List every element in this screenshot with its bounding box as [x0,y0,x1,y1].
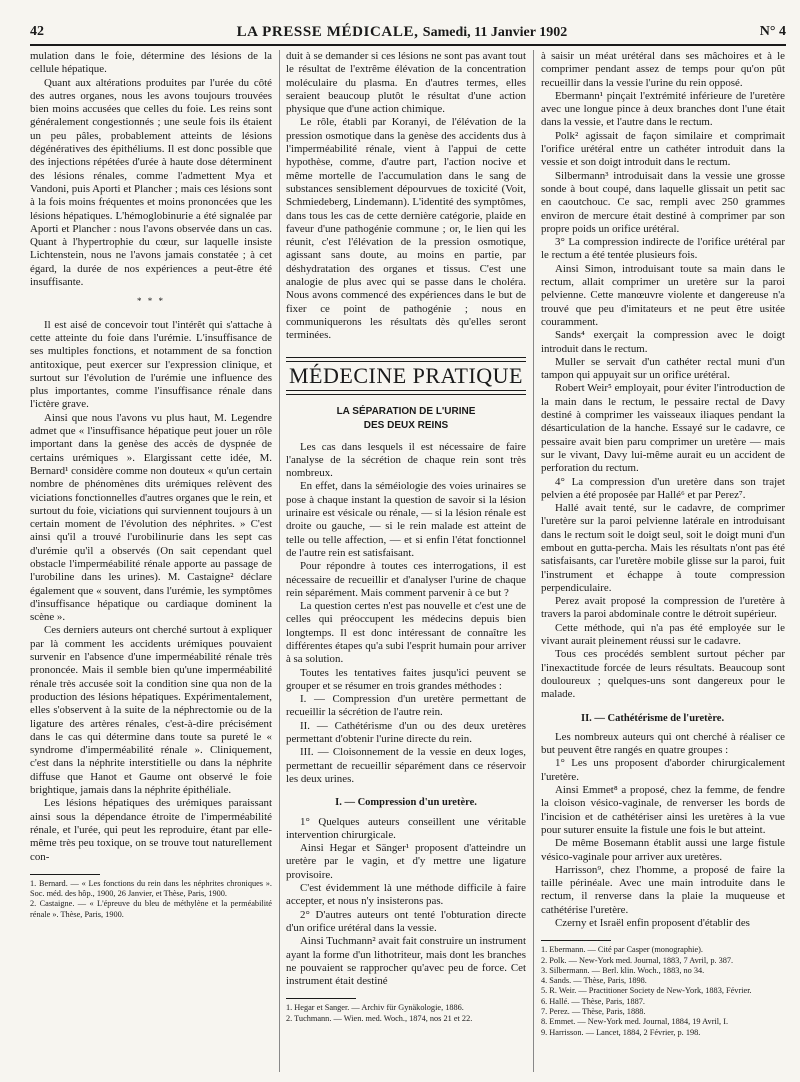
footnote: 1. Bernard. — « Les fonctions du rein dans les néphrites chroniques ». Soc. méd. des hôp., 1900, 26 Janvier, et Thèse, Paris, 1900. [30,878,272,899]
paragraph: Ainsi que nous l'avons vu plus haut, M. Legendre admet que « l'insuffisance hépatique peut jouer un rôle important dans la genèse des accès de dyspnée de certains urémiques ». Elargissant cette idée, M. Bernard¹ considère comme non douteux « qu'un certain nombre de phénomènes dits urémiques relèvent des viciations fonctionnelles d'autres organes que le rein, et surtout du foie, viciations qui surviennent toujours à un certain moment de l'évolution des néphrites. » C'est ainsi qu'il a trouvé l'urobilinurie dans les sept cas d'urémie qu'il a observés (On sait cependant quel obstacle l'imperméabilité rénale apporte au passage de l'urobiline dans les urines). M. Castaigne² déclare également que « souvent, dans l'urémie, les symptômes d'insuffisance hépatique ou cardiaque dominent la scène ». [30,411,272,624]
paragraph: Pour répondre à toutes ces interrogations, il est nécessaire de recueillir et d'analyser l'urine de chaque rein séparément. Mais comment parvenir à ce but ? [286,560,526,599]
footnote: 5. R. Weir. — Practitioner Society de New-York, 1883, Février. [541,986,752,996]
paragraph: Ainsi Emmet⁸ a proposé, chez la femme, de fendre la cloison vésico-vaginale, de renverser les bords de l'incision et de cathétériser ainsi les uretères à la vue pour suturer ensuite la fistule une fois le but atteint. [541,784,785,836]
paragraph: Tous ces procédés semblent surtout pécher par l'inexactitude forcée de leurs résultats. Beaucoup sont douloureux ; quelques-uns sont dangereux pour le malade. [541,648,785,701]
section-separator: * * * [137,296,165,307]
paragraph: 3° La compression indirecte de l'orifice urétéral par le rectum a été tentée plusieurs fois. [541,236,785,262]
paragraph: Toutes les tentatives faites jusqu'ici peuvent se grouper et se résumer en trois grandes méthodes : [286,666,526,692]
paragraph: Silbermann³ introduisait dans la vessie une grosse sonde à bout coupé, dans laquelle glissait un petit sac en caoutchouc. Ce sac, rempli avec 250 grammes environ de mercure était destiné à comprimer par son propre poids un orifice urétéral. [541,169,785,235]
paragraph: Ces derniers auteurs ont cherché surtout à expliquer par là comment les accidents urémiques pouvaient survenir en l'absence d'une imperméabilité rénale très prononcée. Mais il semble bien qu'une imperméabilité rénale très accusée soit la condition sine qua non de la production des lésions hépatiques. Expérimentalement, elles s'observent à la suite de la néphrectomie ou de la ligature des artères rénales, c'est-à-dire précisément dans le cas qui détermine dans toute sa pureté le « syndrome d'imperméabilité rénale ». Cliniquement, c'est dans la néphrite interstitielle ou dans la néphrite diffuse que Hanot et Gaume ont observé le foie brightique, jamais dans la néphrite épithéliale. [30,624,272,797]
footnote: 4. Sands. — Thèse, Paris, 1898. [541,976,647,986]
paragraph: Cette méthode, qui n'a pas été employée sur le vivant aurait pleinement réussi sur le cadavre. [541,621,785,648]
paragraph: En effet, dans la séméiologie des voies urinaires se pose à chaque instant la question de savoir si la lésion urinaire est vésicale ou rénale, — si la lésion rénale est droite ou gauche, — si le rein malade est atteint de telle ou telle affection, — et si enfin l'état fonctionnel de l'autre rein est satisfaisant. [286,480,526,559]
section-heading-box [286,357,526,395]
method-item: I. — Compression d'un uretère permettant de recueillir la sécrétion de l'autre rein. [286,693,526,719]
column-2 [286,50,526,1082]
paragraph: Ebermann¹ pinçait l'extrémité inférieure de l'uretère avec une longue pince à deux branches dont l'une était dans la vessie, et l'autre dans le rectum. [541,89,785,129]
issue-date: Samedi, 11 Janvier 1902 [422,24,568,40]
paragraph: 4° La compression d'un uretère dans son trajet pelvien a été proposée par Hallé⁶ et par Perez⁷. [541,475,785,501]
column-divider [279,50,280,1072]
footnote: 2. Tuchmann. — Wien. med. Woch., 1874, nos 21 et 22. [286,1013,473,1023]
paragraph: Harrisson⁹, chez l'homme, a proposé de faire la taille périnéale. Avec une main introduite dans le rectum, il renverse dans la plaie la muqueuse et cathétérise l'uretère. [541,863,785,916]
paragraph: C'est évidemment là une méthode difficile à faire accepter, et nous n'y insisterons pas. [286,882,526,908]
paragraph: duit à se demander si ces lésions ne sont pas avant tout le résultat de l'extrême élévation de la concentration moléculaire du plasma. En d'autres termes, elles seraient beaucoup plutôt le résultat d'une action physique que d'une action chimique. [286,50,526,116]
paragraph: Perez avait proposé la compression de l'uretère à travers la paroi abdominale contre le détroit supérieur. [541,595,785,621]
column-divider [533,50,534,1072]
footnote: 3. Silbermann. — Berl. klin. Woch., 1883, no 34. [541,965,705,975]
article-title-line: LA SÉPARATION DE L'URINE [336,405,476,417]
paragraph: Ainsi Hegar et Sänger¹ proposent d'atteindre un uretère par le vagin, et d'y mettre une ligature provisoire. [286,842,526,881]
footnote: 7. Perez. — Thèse, Paris, 1888. [541,1007,646,1017]
method-item: II. — Cathétérisme d'un ou des deux uretères permettant d'obtenir l'urine directe du rein. [286,719,526,746]
paragraph: Il est aisé de concevoir tout l'intérêt qui s'attache à cette atteinte du foie dans l'urémie. L'insuffisance de ses multiples fonctions, et notamment de sa fonction antitoxique, peut exercer sur l'expression clinique, et surtout sur l'évolution de l'urémie une influence des plus importantes, comme l'insuffisance rénale dans l'ictère grave. [30,318,272,411]
paragraph: Les lésions hépatiques des urémiques paraissant ainsi sous la dépendance étroite de l'imperméabilité rénale, et l'urée, qui peut les reproduire, étant par elle-même très peu toxique, on se trouve tout naturellement con- [30,797,272,863]
paragraph: Les cas dans lesquels il est nécessaire de faire l'analyse de la sécrétion de chaque rein sont très nombreux. [286,440,526,480]
paragraph: Les nombreux auteurs qui ont cherché à réaliser ce but peuvent être rangés en quatre groupes : [541,730,785,757]
section-title: MÉDECINE PRATIQUE [286,361,526,391]
paragraph: Sands⁴ exerçait la compression avec le doigt introduit dans le rectum. [541,329,785,355]
paragraph: De même Bosemann établit aussi une large fistule vésico-vaginale pour arriver aux uretères. [541,837,785,863]
paragraph: Le rôle, établi par Koranyi, de l'élévation de la pression osmotique dans la genèse des accidents dus à l'imperméabilité rénale, vient à l'appui de cette hypothèse, comme, d'autre part, l'action nocive et même mortelle de l'accumulation dans le sang de substances sensiblement dépourvues de toxicité (Voit, Schmiedeberg, Lindemann). L'identité des symptômes, dans tous les cas de cette dernière catégorie, plaide en faveur d'une pathogénie commune ; or, le lien qui les réunit, c'est l'élévation de la pression osmotique, agissant sans doute, au moins en partie, par déshydratation des organes et tissus. C'est une analogie de plus avec qui se passe dans le choléra. Nous avons commencé des expériences dans le but de fixer ce point de pathogénie ; nous en communiquerons les résultats dès qu'elles seront terminées. [286,116,526,342]
journal-name: LA PRESSE MÉDICALE, [236,23,419,40]
paragraph: mulation dans le foie, détermine des lésions de la cellule hépatique. [30,50,272,76]
paragraph: Ainsi Simon, introduisant toute sa main dans le rectum, allait comprimer un uretère sur la paroi pelvienne. Cette manœuvre violente et dangereuse n'a trouvé que peu d'imitateurs et ne peut être usitée couramment. [541,262,785,328]
footnote: 2. Castaigne. — « L'épreuve du bleu de méthylène et la perméabilité rénale ». Thèse, Paris, 1900. [30,899,272,919]
paragraph: 1° Quelques auteurs conseillent une véritable intervention chirurgicale. [286,815,526,841]
paragraph: Quant aux altérations produites par l'urée du côté des autres organes, nous les avons toujours trouvées bien moins accusées que celles du foie. Les reins sont généralement congestionnés ; une seule fois ils étaient un peu pâles, probablement atteints de lésions dégénératives des épithéliums. Il est donc possible que des injections répétées d'urée à haute dose déterminent des lésions rénales, comme l'admettent Mya et Vandoni, puis Aporti et Plancher ; mais ces lésions sont à la fois moins fréquentes et moins prononcées que les lésions hépatiques. L'hémoglobinurie a été signalée par Aporti et Plancher : nous l'avons observée dans un cas. Quant à l'hypertrophie du cœur, sur laquelle insiste Lichtenstein, nous ne l'avons jamais constatée ; à cet égard, la durée de nos expériences a peut-être été insuffisante. [30,76,272,289]
journal-title [237,24,568,41]
subsection-heading: II. — Cathétérisme de l'uretère. [581,712,725,724]
footnote: 2. Polk. — New-York med. Journal, 1883, 7 Avril, p. 387. [541,955,734,965]
article-title [286,405,526,433]
paragraph: Robert Weir⁵ employait, pour éviter l'introduction de la main dans le rectum, le pessaire rectal de Davy destiné à comprimer les vaisseaux iliaques pendant la désarticulation de la hanche. Essayé sur le cadavre, ce pessaire avait bien paru comprimer un uretère — mais sur le vivant, Davy lui-même aurait eu un accident de perforation du rectum. [541,382,785,475]
paragraph: Hallé avait tenté, sur le cadavre, de comprimer l'uretère sur la paroi pelvienne latérale en introduisant dans le rectum soit le doigt seul, soit le doigt muni d'un embout en gutta-percha. Mais les résultats n'ont pas été satisfaisants, car l'uretère mobile glisse sur la paroi, fuit l'instrument et échappe à toute compression perpendiculaire. [541,502,785,594]
paragraph: Ainsi Tuchmann² avait fait construire un instrument ayant la forme d'un lithotriteur, mais dont les branches ne pouvaient se rapprocher qu'avec peu de force. Cet instrument était destiné [286,935,526,988]
footnote-rule [30,874,100,875]
paragraph: 2° D'autres auteurs ont tenté l'obturation directe d'un orifice urétéral dans la vessie. [286,908,526,934]
method-item: III. — Cloisonnement de la vessie en deux loges, permettant de recueillir séparément dans ce réservoir les deux urines. [286,746,526,785]
page-number: 42 [30,24,44,39]
article-title-line: DES DEUX REINS [363,419,449,431]
footnote: 8. Emmet. — New-York med. Journal, 1884, 19 Avril, I. [541,1017,729,1027]
footnote: 9. Harrisson. — Lancet, 1884, 2 Février, p. 198. [541,1027,701,1037]
footnote: 1. Hegar et Sanger. — Archiv für Gynäkologie, 1886. [286,1003,464,1013]
page-header [30,20,786,46]
footnote-rule [286,998,356,999]
column-3 [541,50,785,1082]
footnote-rule [541,940,611,941]
issue-number: N° 4 [759,24,786,39]
footnote: 1. Ebermann. — Cité par Casper (monographie). [541,945,703,955]
paragraph: Polk² agissait de façon similaire et comprimait l'orifice urétéral entre un cathéter introduit dans la vessie et son doigt introduit dans le rectum. [541,129,785,169]
paragraph: Czerny et Israël enfin proposent d'établir des [555,917,750,929]
paragraph: 1° Les uns proposent d'aborder chirurgicalement l'uretère. [541,757,785,783]
subsection-heading: I. — Compression d'un uretère. [335,797,477,809]
paragraph: à saisir un méat urétéral dans ses mâchoires et à le comprimer pendant assez de temps pour qu'on pût recueillir dans la vessie l'urine du rein opposé. [541,50,785,89]
paragraph: La question certes n'est pas nouvelle et c'est une de celles qui préoccupent les médecins depuis bien longtemps. Il est donc intéressant de connaître les différentes étapes qu'a subi l'esprit humain pour arriver à sa solution. [286,600,526,666]
column-1 [30,50,272,1082]
paragraph: Muller se servait d'un cathéter rectal muni d'un tampon qui appuyait sur un orifice urétéral. [541,355,785,382]
footnote: 6. Hallé. — Thèse, Paris, 1887. [541,996,646,1006]
